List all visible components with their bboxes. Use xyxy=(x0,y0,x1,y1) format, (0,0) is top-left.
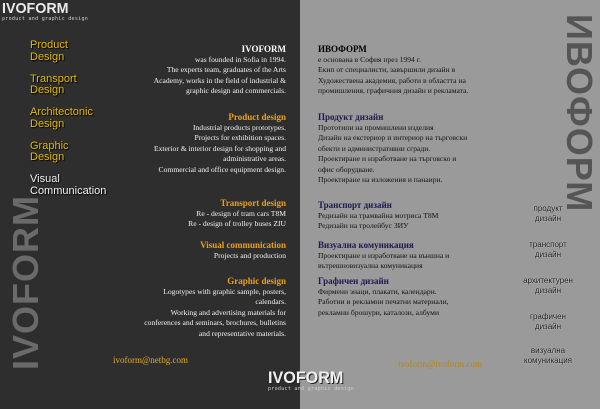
en-graphic-line: and representative materials. xyxy=(198,328,286,338)
tag-label: графичен xyxy=(530,312,566,321)
bg-product-section xyxy=(318,112,518,185)
bg-product-line: Проектиране на изложения и панаири. xyxy=(318,175,443,185)
bg-graphic-title: Графичен дизайн xyxy=(318,276,389,286)
en-product-line: Exterior & interior design for shopping and xyxy=(153,143,286,153)
en-graphic-line: calendars. xyxy=(255,297,286,307)
nav-label: Product xyxy=(30,39,68,51)
en-graphic-line: Logotypes with graphic sample, posters, xyxy=(163,287,286,296)
en-visual-line: Projects and production xyxy=(213,251,286,260)
bg-visual-section xyxy=(318,240,518,272)
en-intro-line: Academy, works in the field of industrial & xyxy=(153,75,286,85)
nav-label: Communication xyxy=(30,184,107,197)
en-product-line: Projects for exhibition spaces. xyxy=(194,133,286,143)
bg-graphic-line: рекламни брошури, каталози, албуми xyxy=(318,307,440,317)
tag-visual-communication[interactable] xyxy=(508,346,588,366)
tag-label: дизайн xyxy=(534,250,562,259)
bg-intro-line: Екип от специалисти, завършили дизайн в xyxy=(318,65,456,75)
en-intro-section xyxy=(110,44,286,97)
bg-product-line: обекти и административни сгради. xyxy=(318,143,431,153)
en-visual-section xyxy=(110,240,286,261)
bg-product-line: Проектиране и изработване на търговско и xyxy=(318,154,457,164)
nav-label: Visual xyxy=(30,173,60,185)
tag-label: транспорт xyxy=(529,240,567,249)
tag-label: архитектурен xyxy=(523,276,573,285)
bg-graphic-section xyxy=(318,276,518,318)
tag-label: визуална xyxy=(530,346,566,355)
bg-intro-line: Художествена академия, работи в областта на xyxy=(318,75,466,85)
en-product-line: Commercial and office equipment design. xyxy=(158,164,286,174)
en-intro-title: IVOFORM xyxy=(241,44,286,54)
bg-intro-section xyxy=(318,44,518,97)
bg-intro-line: е основана в София през 1994 г. xyxy=(318,55,421,64)
en-intro-line: was founded in Sofia in 1994. xyxy=(194,55,286,64)
en-transport-section xyxy=(110,198,286,230)
en-graphic-title: Graphic design xyxy=(227,276,286,286)
tag-product-design[interactable] xyxy=(508,204,588,224)
bg-product-line: офис оборудване. xyxy=(318,164,375,174)
bg-transport-section xyxy=(318,200,518,232)
logo-word: IVOFORM xyxy=(268,368,344,387)
tag-label: дизайн xyxy=(534,214,562,223)
bg-graphic-line: Фирмени знаци, плакати, календари. xyxy=(318,287,437,296)
logo-tagline: product and graphic design xyxy=(2,16,89,22)
logo-bottom[interactable] xyxy=(268,369,354,392)
tag-label: продукт xyxy=(533,204,563,213)
en-transport-title: Transport design xyxy=(220,198,286,208)
nav-label: Design xyxy=(30,50,65,63)
en-transport-line: Re - design of trolley buses ZIU xyxy=(188,219,286,229)
en-intro-line: The experts team, graduates of the Arts xyxy=(166,65,286,75)
nav-label: Architectonic xyxy=(30,106,93,118)
en-product-section xyxy=(110,112,286,175)
en-visual-title: Visual communication xyxy=(200,240,286,250)
tag-label: дизайн xyxy=(534,286,562,295)
en-product-line: Industrial products prototypes. xyxy=(192,123,286,132)
bg-visual-title: Визуална комуникация xyxy=(318,240,414,250)
bg-transport-line: Редизайн на трамвайна мотриса Т8М xyxy=(318,211,439,220)
en-product-line: administrative areas. xyxy=(223,154,286,164)
bg-product-line: Дизайн на екстериор и интериор на търговски xyxy=(318,133,468,143)
tag-transport-design[interactable] xyxy=(508,240,588,260)
logo-word: IVOFORM xyxy=(2,0,69,17)
email-link-right[interactable]: ivoform@ivoform.com xyxy=(398,359,483,369)
bg-transport-line: Редизайн на тролейбус ЗИУ xyxy=(318,221,409,231)
bg-graphic-line: Работни и рекламни печатни материали, xyxy=(318,297,449,307)
nav-label: Design xyxy=(30,117,65,130)
logo-top[interactable] xyxy=(2,1,88,22)
bg-intro-title: ИВОФОРМ xyxy=(318,44,367,54)
en-graphic-line: Working and advertising materials for xyxy=(170,307,286,317)
en-graphic-section xyxy=(110,276,286,339)
bg-visual-line: Проектиране и изработване на външна и xyxy=(318,251,450,260)
bg-visual-line: вътрешновизуална комуникация xyxy=(318,261,423,271)
en-transport-line: Re - design of tram cars T8M xyxy=(196,209,286,218)
tag-architectonic-design[interactable] xyxy=(508,276,588,296)
tag-graphic-design[interactable] xyxy=(508,312,588,332)
email-link-left[interactable]: ivoform@netbg.com xyxy=(113,355,189,365)
en-product-title: Product design xyxy=(228,112,286,122)
bg-transport-title: Транспорт дизайн xyxy=(318,200,392,210)
bg-intro-line: промишления, графичния дизайн и рекламата. xyxy=(318,86,469,96)
nav-label: Transport xyxy=(30,72,77,85)
tag-label: комуникация xyxy=(523,356,573,365)
bg-product-title: Продукт дизайн xyxy=(318,112,384,122)
en-intro-line: graphic design and commercials. xyxy=(186,86,286,96)
vertical-logo-left: IVOFORM xyxy=(5,195,46,370)
nav-label: Design xyxy=(30,151,65,163)
bg-product-line: Прототипи на промишлени изделия xyxy=(318,123,434,132)
en-graphic-line: conferences and seminars, brochures, bulletins xyxy=(144,318,286,328)
nav-visual-communication[interactable] xyxy=(30,174,140,197)
nav-label: Graphic xyxy=(30,139,69,152)
tag-label: дизайн xyxy=(534,322,562,331)
nav-label: Design xyxy=(30,84,65,96)
vertical-logo-right: ИВОФОРМ xyxy=(559,14,600,213)
logo-tagline: product and graphic design xyxy=(268,386,355,392)
